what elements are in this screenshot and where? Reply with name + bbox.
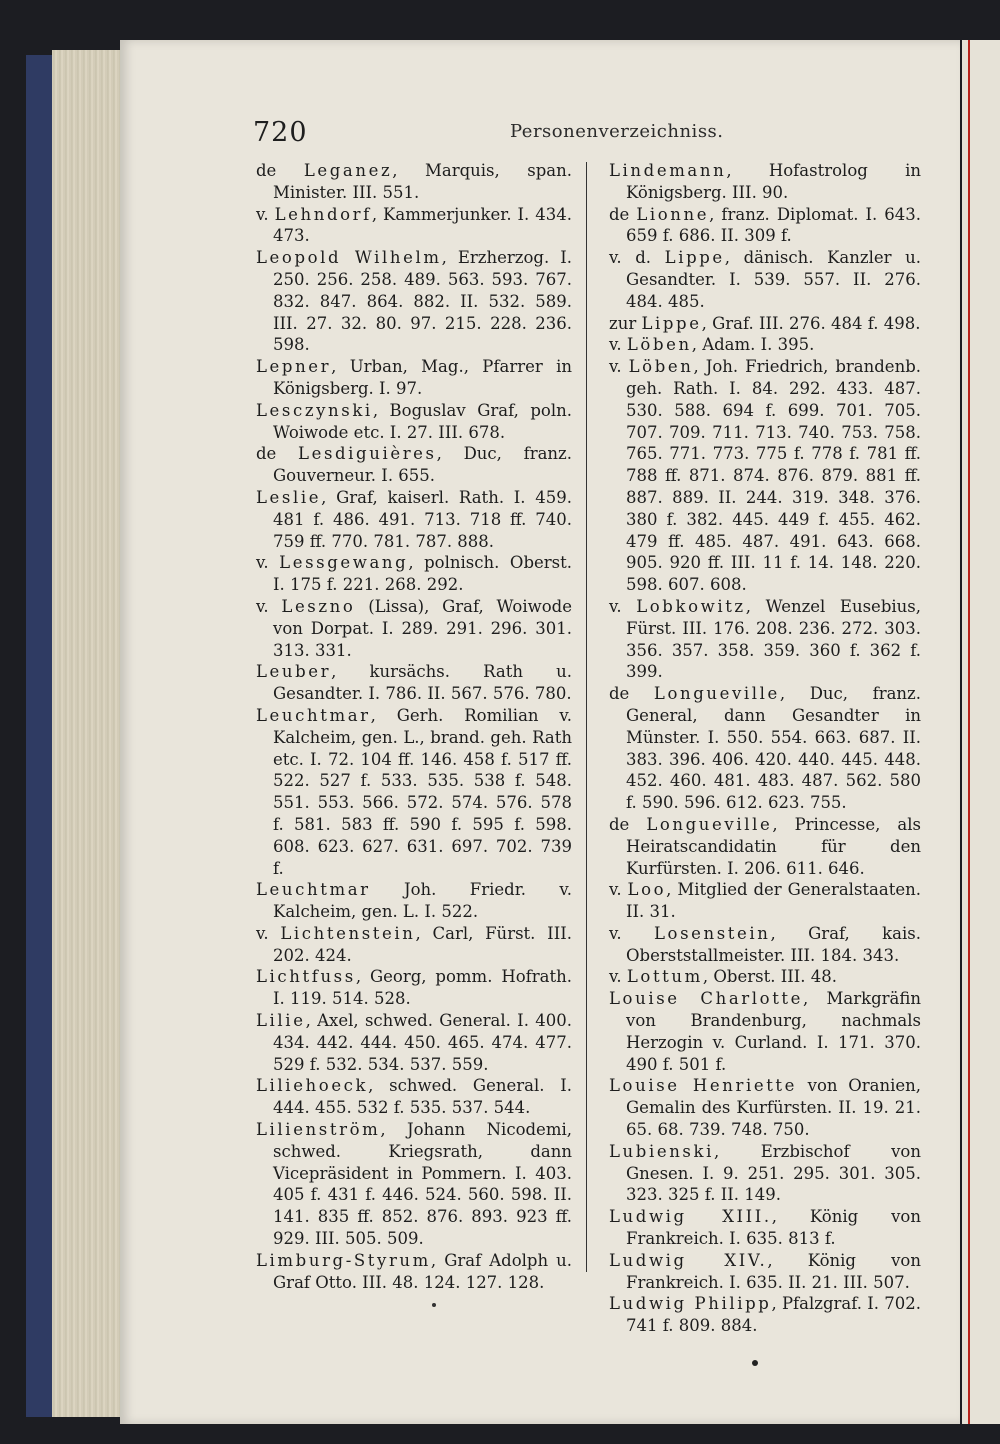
entry-references: , Axel, schwed. General. I. 400. 434. 442. 444. 450. 465. 474. 477. 529 f. 532. 534. 537. 559. [273,1011,572,1074]
index-entry [609,879,921,923]
entry-name: Leopold Wilhelm [256,248,442,268]
index-entry [256,879,572,923]
entry-references: , Erzbischof von Gnesen. I. 9. 251. 295. 301. 305. 323. 325 f. II. 149. [626,1141,921,1205]
index-entry [609,1250,921,1294]
entry-prefix: v. [609,596,637,616]
entry-references: , Oberst. III. 48. [702,967,837,987]
entry-name: Leganez [303,161,393,180]
entry-name: Lilie [256,1011,306,1031]
index-entry [256,400,572,444]
index-entry [609,160,921,204]
entry-references: , Pfalzgraf. I. 702. 741 f. 809. 884. [626,1294,922,1336]
index-entry [609,596,921,683]
entry-references: , König von Frankreich. I. 635. II. 21. III. 507. [626,1250,921,1292]
index-entry [256,356,572,400]
entry-prefix: de [256,444,299,464]
index-entry [609,356,921,596]
index-entry [256,596,572,661]
page-edges [52,50,124,1417]
entry-prefix: de [609,684,654,704]
entry-name: Lesczynski [256,400,373,420]
entry-name: Lottum [626,967,703,987]
entry-name: Ludwig XIV. [609,1250,768,1270]
entry-name: Losenstein [653,923,771,943]
page-marker-line [968,40,970,1424]
index-entry [609,1206,921,1250]
entry-references: , Erzherzog. I. 250. 256. 258. 489. 563. 593. 767. 832. 847. 864. 882. II. 532. 589. III. 27. 32. 80. 97. 215. 228. 236. 598. [273,248,572,355]
entry-prefix: v. [609,923,654,943]
entry-name: Limburg-Styrum [256,1250,431,1270]
entry-references: , Kammerjunker. I. 434. 473. [273,204,572,246]
entry-name: Ludwig Philipp [609,1294,772,1314]
entry-references: von Oranien, Gemalin des Kurfürsten. II. 19. 21. 65. 68. 739. 748. 750. [626,1076,921,1140]
entry-references: , Hofastrolog in Königsberg. III. 90. [626,161,921,202]
entry-prefix: v. [256,553,280,573]
entry-references: , Graf, kaiserl. Rath. I. 459. 481 f. 486. 491. 713. 718 ff. 740. 759 ff. 770. 781. 787. 888. [273,487,572,551]
entry-name: Lobkowitz [636,596,746,616]
index-entry [256,1010,572,1075]
entry-prefix: v. [609,880,628,900]
entry-name: Lippe [641,313,702,333]
index-entry [256,1119,572,1250]
entry-references: , Carl, Fürst. III. 202. 424. [273,923,572,965]
entry-name: Ludwig XIII. [609,1207,772,1227]
entry-references: , Boguslav Graf, poln. Woiwode etc. I. 27. III. 678. [273,400,572,442]
entry-name: Lionne [636,204,710,224]
entry-references: , Georg, pomm. Hofrath. I. 119. 514. 528. [273,967,572,1009]
index-entry [609,814,921,879]
entry-name: Lippe [664,248,725,268]
entry-name: Lesdiguières [298,444,437,464]
index-entry [609,966,921,988]
entry-prefix: de [256,161,304,180]
entry-references: , Princesse, als Heiratscandidatin für den Kurfürsten. I. 206. 611. 646. [626,814,921,878]
entry-name: Löben [628,357,694,377]
entry-name: Longueville [646,814,773,834]
entry-prefix: v. [609,967,627,987]
entry-prefix: v. [256,204,275,224]
entry-references: , König von Frankreich. I. 635. 813 f. [626,1207,921,1249]
entry-references: , Joh. Friedrich, brandenb. geh. Rath. I. 84. 292. 433. 487. 530. 588. 694 f. 699. 701. 705. 707. 709. 711. 713. 740. 753. 758. 765. 771. 773. 775 f. 778 f. 781 ff. 788 ff. 871. 874. 876. 879. 881 ff. 887. 889. II. 244. 319. 348. 376. 380 f. 382. 445. 449 f. 455. 462. 479 ff. 485. 487. 491. 643. 668. 905. 920 ff. III. 11 f. 14. 148. 220. 598. 607. 608. [626,357,921,595]
entry-name: Lilienström [256,1120,381,1140]
entry-references: , Graf Adolph u. Graf Otto. III. 48. 124. 127. 128. [273,1250,572,1292]
entry-name: Lichtenstein [280,923,416,943]
entry-references: , Graf. III. 276. 484 f. 498. [701,313,921,333]
entry-name: Löben [626,335,692,355]
entry-name: Lichtfuss [256,967,356,987]
entry-references: , Marquis, span. Minister. III. 551. [273,161,572,202]
index-entry [609,334,921,356]
entry-references: , polnisch. Oberst. I. 175 f. 221. 268. 292. [273,553,573,595]
entry-name: Leuchtmar [256,705,371,725]
index-entry [609,247,921,312]
entry-prefix: v. d. [609,248,665,268]
entry-prefix: de [609,814,647,834]
entry-references: , Mitglied der Generalstaaten. II. 31. [626,880,921,922]
ink-speck [432,1303,436,1307]
entry-references: , Duc, franz. General, dann Gesandter in Münster. I. 550. 554. 663. 687. II. 383. 396. 406. 420. 440. 445. 448. 452. 460. 481. 483. 487. 562. 580 f. 590. 596. 612. 623. 755. [626,684,921,813]
entry-name: Lepner [256,357,332,377]
index-column-left [256,160,572,1293]
entry-name: Leuber [256,662,332,682]
entry-name: Louise Henriette [609,1076,798,1096]
entry-name: Loo [627,880,667,900]
entry-name: Liliehoeck [256,1076,369,1096]
entry-references: , Adam. I. 395. [691,335,815,355]
entry-prefix: de [609,204,637,224]
entry-references: , Wenzel Eusebius, Fürst. III. 176. 208. 236. 272. 303. 356. 357. 358. 359. 360 f. 362 f. 399. [626,596,921,682]
column-divider [586,162,587,1272]
index-entry [609,988,921,1075]
entry-references: , Johann Nicodemi, schwed. Kriegsrath, dann Vicepräsident in Pommern. I. 403. 405 f. 431 f. 446. 524. 560. 598. II. 141. 835 ff. 852. 876. 893. 923 ff. 929. III. 505. 509. [273,1120,572,1249]
index-entry [256,443,572,487]
entry-references: (Lissa), Graf, Woiwode von Dorpat. I. 289. 291. 296. 301. 313. 331. [273,596,572,660]
index-entry [609,1293,921,1337]
index-entry [256,160,572,204]
running-header: Personenverzeichniss. [510,121,724,142]
index-entry [256,552,572,596]
entry-prefix: zur [609,313,642,333]
index-entry [256,487,572,552]
entry-name: Lindemann [609,161,727,180]
index-entry [256,247,572,356]
entry-references: Joh. Friedr. v. Kalcheim, gen. L. I. 522. [273,880,572,922]
index-entry [609,1141,921,1206]
entry-prefix: v. [256,923,281,943]
index-entry [609,313,921,335]
index-entry [609,1075,921,1140]
index-entry [609,923,921,967]
index-entry [256,705,572,879]
entry-name: Leszno [281,596,356,616]
entry-prefix: v. [609,357,629,377]
entry-references: , Graf, kais. Oberststallmeister. III. 184. 343. [626,923,921,965]
index-entry [256,923,572,967]
entry-name: Leuchtmar [256,880,371,900]
entry-name: Longueville [653,684,780,704]
entry-references: , kursächs. Rath u. Gesandter. I. 786. II. 567. 576. 780. [273,662,572,704]
entry-name: Lehndorf [274,204,372,224]
entry-name: Lessgewang [279,553,409,573]
entry-references: , franz. Diplomat. I. 643. 659 f. 686. II. 309 f. [626,204,921,246]
index-entry [256,1250,572,1294]
ink-speck [752,1360,758,1366]
index-entry [256,661,572,705]
index-entry [256,1075,572,1119]
entry-references: , Urban, Mag., Pfarrer in Königsberg. I. 97. [273,357,572,398]
entry-references: , Markgräfin von Brandenburg, nachmals Herzogin v. Curland. I. 171. 370. 490 f. 501 f. [626,989,921,1074]
entry-prefix: v. [256,596,282,616]
entry-references: , schwed. General. I. 444. 455. 532 f. 535. 537. 544. [273,1076,572,1118]
entry-references: , Gerh. Romilian v. Kalcheim, gen. L., brand. geh. Rath etc. I. 72. 104 ff. 146. 458 f. 517 ff. 522. 527 f. 533. 535. 538 f. 548. 551. 553. 566. 572. 574. 576. 578 f. 581. 583 ff. 590 f. 595 f. 598. 608. 623. 627. 631. 697. 702. 739 f. [273,705,572,878]
entry-name: Lubienski [609,1141,714,1161]
index-entry [256,966,572,1010]
entry-references: , dänisch. Kanzler u. Gesandter. I. 539. 557. II. 276. 484. 485. [626,248,922,311]
index-entry [256,204,572,248]
index-column-right [609,160,921,1337]
page-number: 720 [253,117,308,148]
index-entry [609,204,921,248]
entry-name: Louise Charlotte [609,989,804,1009]
entry-references: , Duc, franz. Gouverneur. I. 655. [273,444,572,486]
entry-name: Leslie [256,487,322,507]
entry-prefix: v. [609,335,627,355]
index-entry [609,683,921,814]
